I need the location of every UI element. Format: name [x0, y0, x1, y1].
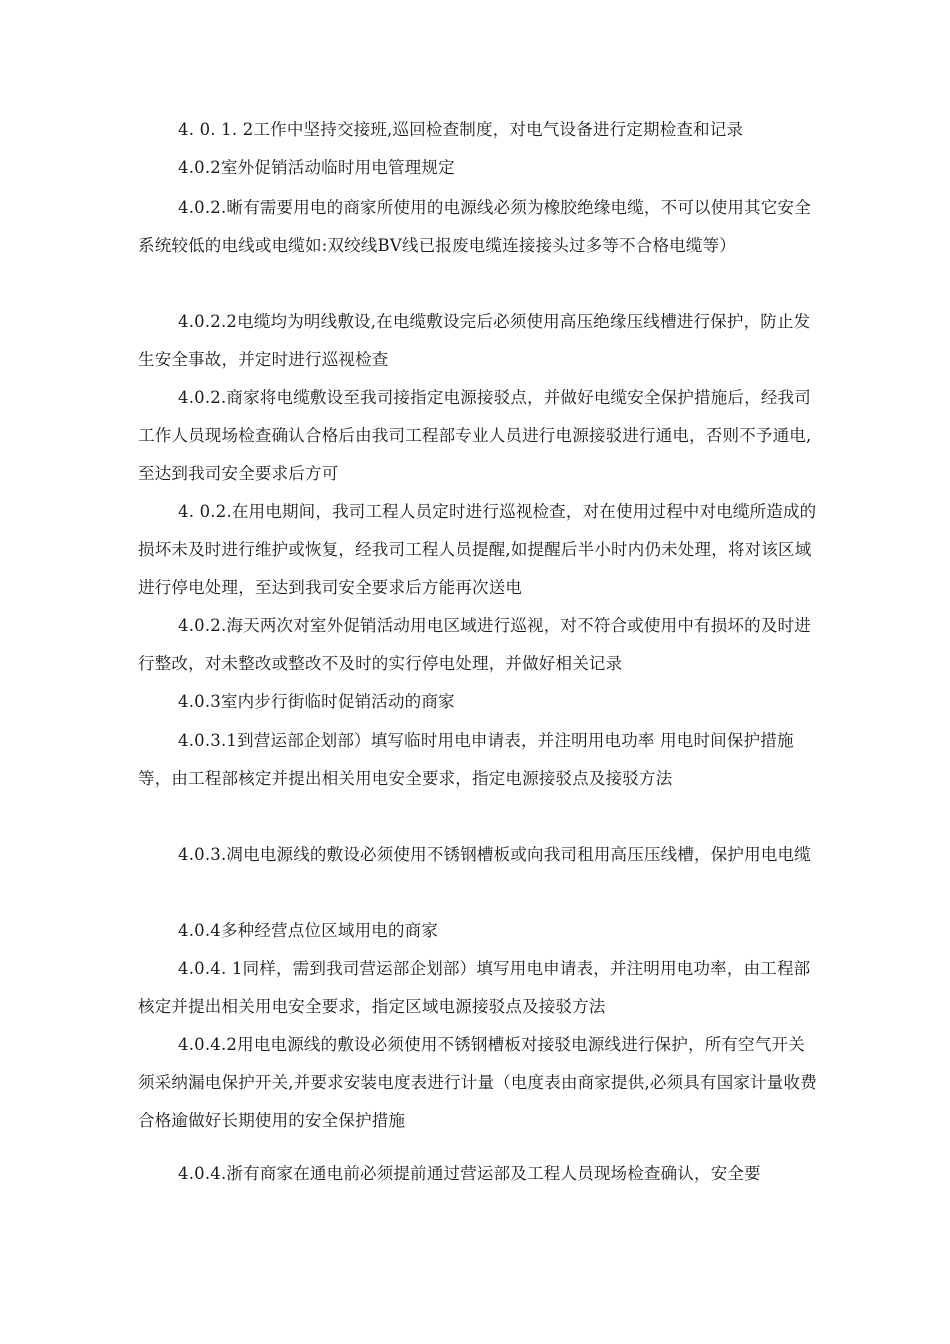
paragraph-4-0-2-3: 4.0.2.商家将电缆敷设至我司接指定电源接驳点，并做好电缆安全保护措施后，经我司工作人员现场检查确认合格后由我司工程部专业人员进行电源接驳进行通电，否则不予通电,至达到我司安全要求后方可 [138, 388, 812, 483]
paragraph-4-0-1-2: 4. 0. 1. 2工作中坚持交接班,巡回检查制度，对电气设备进行定期检查和记录 [178, 120, 744, 139]
paragraph-4-0-3-1: 4.0.3.1到营运部企划部）填写临时用电申请表，并注明用电功率 用电时间保护措施等，由工程部核定并提出相关用电安全要求，指定电源接驳点及接驳方法 [138, 731, 794, 788]
paragraph-4-0-2-1: 4.0.2.晰有需要用电的商家所使用的电源线必须为橡胶绝缘电缆，不可以使用其它安全系统较低的电线或电缆如:双绞线BV线已报废电缆连接接头过多等不合格电缆等） [138, 198, 811, 255]
heading-4-0-4: 4.0.4多种经营点位区域用电的商家 [178, 921, 439, 940]
paragraph-4-0-4-3: 4.0.4.浙有商家在通电前必须提前通过营运部及工程人员现场检查确认，安全要 [178, 1164, 761, 1183]
paragraph-4-0-2-2: 4.0.2.2电缆均为明线敷设,在电缆敷设完后必须使用高压绝缘压线槽进行保护，防止发生安全事故，并定时进行巡视检查 [138, 312, 811, 369]
heading-4-0-2: 4.0.2室外促销活动临时用电管理规定 [178, 158, 455, 177]
paragraph-4-0-2-4: 4. 0.2.在用电期间，我司工程人员定时进行巡视检查，对在使用过程中对电缆所造成的损坏未及时进行维护或恢复，经我司工程人员提醒,如提醒后半小时内仍未处理，将对该区域进行停电处理，至达到我司安全要求后方能再次送电 [138, 502, 817, 597]
paragraph-4-0-2-5: 4.0.2.海天两次对室外促销活动用电区域进行巡视，对不符合或使用中有损坏的及时进行整改，对未整改或整改不及时的实行停电处理，并做好相关记录 [138, 616, 811, 673]
heading-4-0-3: 4.0.3室内步行街临时促销活动的商家 [178, 692, 455, 711]
paragraph-4-0-4-1: 4.0.4. 1同样，需到我司营运部企划部）填写用电申请表，并注明用电功率，由工程部核定并提出相关用电安全要求，指定区域电源接驳点及接驳方法 [138, 959, 811, 1016]
paragraph-4-0-4-2: 4.0.4.2用电电源线的敷设必须使用不锈钢槽板对接驳电源线进行保护，所有空气开关须采纳漏电保护开关,并要求安装电度表进行计量（电度表由商家提供,必须具有国家计量收费合格逾做好长期使用的安全保护措施 [138, 1035, 817, 1130]
paragraph-4-0-3-2: 4.0.3.凋电电源线的敷设必须使用不锈钢槽板或向我司租用高压压线槽，保护用电电缆 [178, 845, 811, 864]
